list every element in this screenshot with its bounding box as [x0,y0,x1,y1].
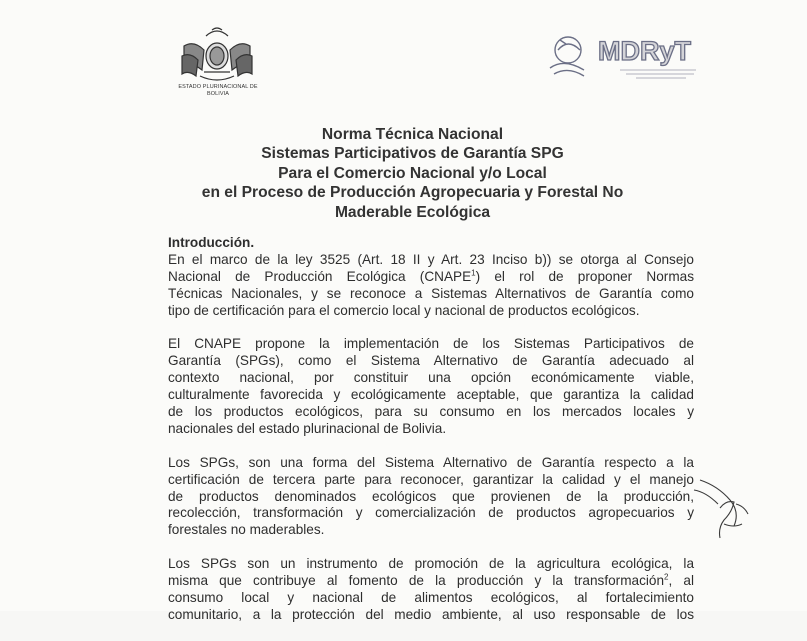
section-heading: Introducción. [168,235,255,250]
paragraph-line: recolección, transformación y comercialización de productos agropecuarios y [168,505,694,521]
paragraph-line: contexto nacional, por constituir una opción económicamente viable, [168,370,694,386]
document-title [150,125,675,222]
logo-wordmark: MDRyT [598,36,691,66]
title-line-5: Maderable Ecológica [334,203,491,221]
paragraph-line: consumo local y nacional de alimentos ecológicos, al fortalecimiento [168,589,694,605]
paragraph-line: comunitario, a la protección del medio ambiente, al uso responsable de los [168,606,694,622]
paragraph-line: nacionales del estado plurinacional de Bolivia. [168,420,447,436]
emblem-caption [168,84,268,98]
footnote-marker: 2 [664,572,669,582]
paragraph-line: tipo de certificación para el comercio local y nacional de productos ecológicos. [168,302,640,318]
paragraph-line: culturalmente favorecida y ecológicamente aceptable, que garantiza la calidad [168,387,694,403]
text-span: , al [668,573,694,589]
paragraph-4 [168,556,694,624]
title-line-2: Sistemas Participativos de Garantía SPG [261,145,564,163]
paragraph-line: Los SPGs son un instrumento de promoción de la agricultura ecológica, la [168,556,694,572]
title-line-4: en el Proceso de Producción Agropecuaria y Forestal No [201,184,624,202]
paragraph-2 [168,336,694,437]
text-span: misma que contribuye al fomento de la producción y la transformación [168,573,665,589]
text-span: Nacional de Producción Ecológica (CNAPE [168,268,472,284]
footnote-marker: 1 [471,268,476,278]
paragraph-line: El CNAPE propone la implementación de los Sistemas Participativos de [168,336,694,352]
paragraph-line: certificación de tercera parte para reconocer, garantizar la calidad y el manejo [168,471,694,487]
paragraph-3 [168,455,694,540]
handwritten-signature-icon [680,468,770,548]
paragraph-line: forestales no maderables. [168,522,325,538]
emblem-caption-line1: ESTADO PLURINACIONAL DE [178,84,258,90]
paragraph-line: Técnicas Nacionales, y se reconoce a Sistemas Alternativos de Garantía como [168,285,694,301]
paragraph-line: de los productos ecológicos, para su consumo en los mercados locales y [168,404,694,420]
text-span: ) el rol de proponer Normas [475,268,695,284]
paragraph-line: En el marco de la ley 3525 (Art. 18 II y Art. 23 Inciso b)) se otorga al Consejo [168,251,694,267]
title-line-1: Norma Técnica Nacional [321,126,504,143]
title-line-3: Para el Comercio Nacional y/o Local [278,164,547,182]
paragraph-line: Los SPGs, son una forma del Sistema Alternativo de Garantía respecto a la [168,454,694,470]
document-body [168,235,694,641]
paragraph-line [168,573,694,590]
paragraph-line: de productos denominados ecológicos que provienen de la producción, [168,488,694,504]
paragraph-line: Garantía (SPGs), como el Sistema Alternativo de Garantía adecuado al [168,353,694,369]
paragraph-line [168,269,694,286]
emblem-caption-line2: BOLIVIA [206,91,230,97]
bolivia-coat-of-arms-icon [176,26,258,84]
paragraph-1 [168,252,694,320]
